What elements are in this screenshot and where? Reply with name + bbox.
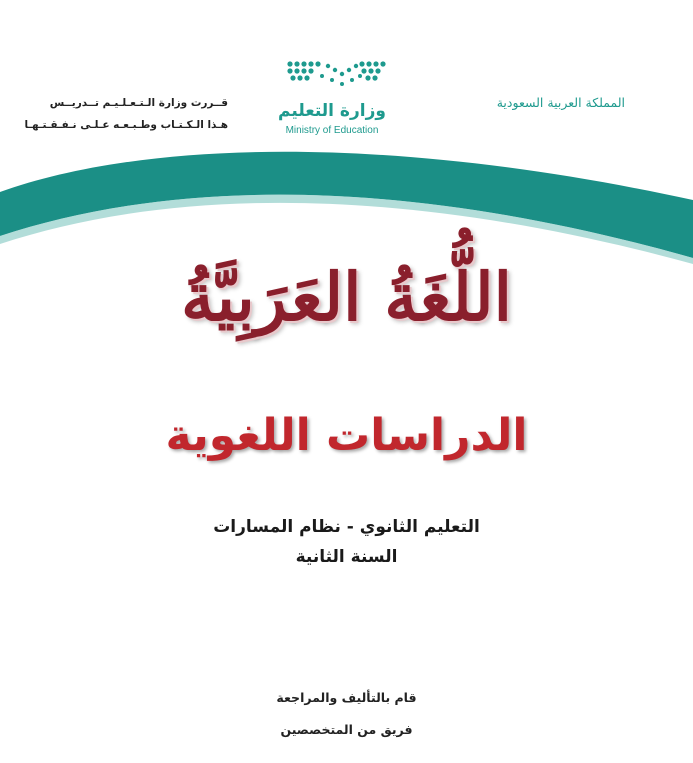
ministry-name-english: Ministry of Education <box>285 125 379 136</box>
kingdom-name: المملكة العربية السعودية <box>496 95 625 110</box>
credits-line-1: قام بالتأليف والمراجعة <box>276 690 417 705</box>
cover-header <box>0 0 693 160</box>
ministry-logo-icon <box>284 58 388 98</box>
decree-line-1: قــررت وزارة الـتـعـلـيـم تــدريــس <box>49 97 228 109</box>
decree-line-2: هـذا الـكـتـاب وطـبـعـه عـلـى نـفـقـتـهـا <box>24 119 228 131</box>
book-title: اللُّغَةُ العَرَبِيَّةُ <box>181 258 512 336</box>
ministry-name-arabic: وزارة التعليم <box>278 101 386 121</box>
ministry-decree <box>24 92 228 136</box>
stage-line-2: السنة الثانية <box>295 547 398 567</box>
book-subtitle: الدراسات اللغوية <box>165 410 528 461</box>
stage-line-1: التعليم الثانوي - نظام المسارات <box>213 517 480 537</box>
credits-line-2: فريق من المتخصصين <box>280 722 413 737</box>
ministry-logo <box>276 56 396 146</box>
authors-credit <box>190 682 503 746</box>
education-stage <box>140 512 553 572</box>
